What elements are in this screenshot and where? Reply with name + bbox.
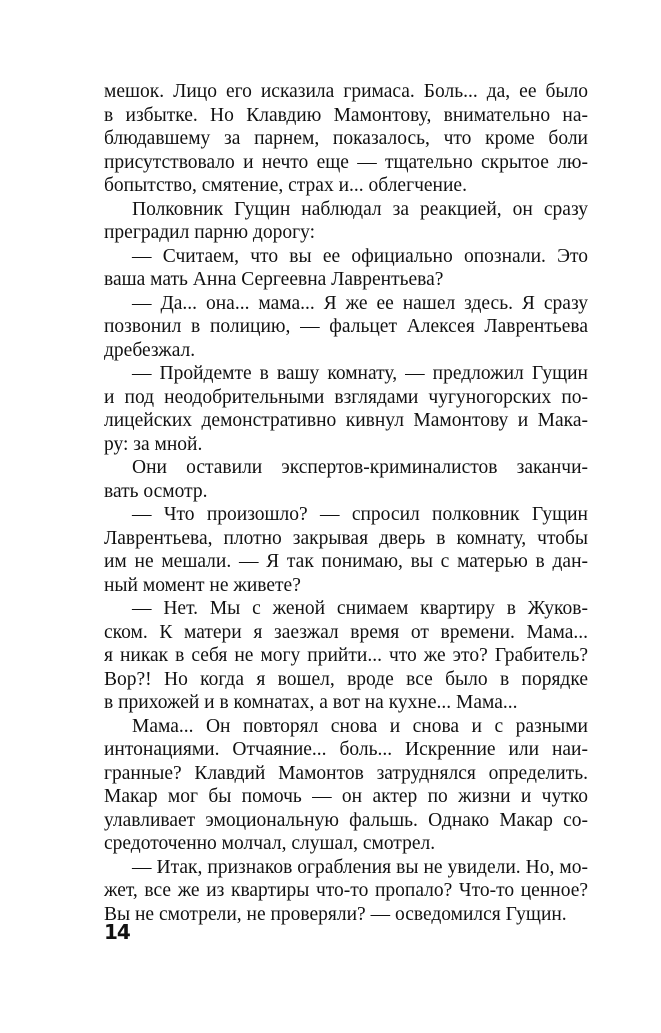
text-line: — Считаем, что вы ее официально опознали. Это [132, 245, 588, 267]
text-line: — Итак, признаков ограбления вы не увидели. Но, мо- [132, 856, 588, 878]
text-line: в прихожей и в комнатах, а вот на кухне... Мама... [104, 692, 518, 713]
text-line: — Что произошло? — спросил полковник Гущин [132, 504, 588, 525]
text-line: преградил парню дорогу: [104, 222, 316, 243]
text-line: ваша мать Анна Сергеевна Лаврентьева? [104, 269, 444, 290]
text-line: — Пройдемте в вашу комнату, — предложил Гущин [132, 363, 588, 384]
text-line: Вы не смотрели, не проверяли? — осведомился Гущин. [104, 903, 567, 925]
text-line: Мама... Он повторял снова и снова и с разными [132, 715, 588, 737]
text-line: им не мешали. — Я так понимаю, вы с матерью в дан- [104, 551, 588, 572]
page-number: 14 [104, 920, 130, 944]
text-line: Лаврентьева, плотно закрывая дверь в комнату, чтобы [104, 527, 588, 549]
text-line: вать осмотр. [104, 480, 208, 502]
text-line: интонациями. Отчаяние... боль... Искренние или наи- [104, 739, 588, 760]
text-line: в избытке. Но Клавдию Мамонтову, внимательно на- [104, 104, 588, 126]
text-line: — Да... она... мама... Я же ее нашел здесь. Я сразу [132, 292, 588, 314]
text-line: ском. К матери я заезжал время от времени. Мама... [104, 621, 588, 643]
text-line: Они оставили экспертов-криминалистов заканчи- [132, 457, 588, 478]
text-line: гранные? Клавдий Мамонтов затруднялся определить. [104, 762, 588, 784]
text-line: и под неодобрительными взглядами чугуногорских по- [104, 386, 588, 408]
text-line: средоточенно молчал, слушал, смотрел. [104, 833, 436, 854]
text-line: ру: за мной. [104, 433, 203, 455]
text-line: мешок. Лицо его исказила гримаса. Боль... да, ее было [104, 81, 588, 102]
text-line: жет, все же из квартиры что-то пропало? Что-то ценное? [104, 880, 588, 901]
text-line: бопытство, смятение, страх и... облегчение. [104, 175, 467, 196]
text-line: Полковник Гущин наблюдал за реакцией, он сразу [132, 198, 588, 220]
text-line: присутствовало и нечто еще — тщательно скрытое лю- [104, 151, 588, 173]
page-text-block [104, 80, 588, 926]
text-line: лицейских демонстративно кивнул Мамонтову и Мака- [104, 410, 588, 431]
text-line: дребезжал. [104, 339, 196, 361]
text-line: — Нет. Мы с женой снимаем квартиру в Жуков- [132, 598, 588, 619]
text-line: я никак в себя не могу прийти... что же это? Грабитель? [104, 645, 588, 666]
text-line: блюдавшему за парнем, показалось, что кроме боли [104, 128, 588, 149]
text-line: ный момент не живете? [104, 574, 301, 596]
text-line: Макар мог бы помочь — он актер по жизни и чутко [104, 786, 588, 807]
text-line: позвонил в полицию, — фальцет Алексея Лаврентьева [104, 316, 588, 337]
text-line: Вор?! Но когда я вошел, вроде все было в порядке [104, 668, 588, 690]
text-line: улавливает эмоциональную фальшь. Однако Макар со- [104, 809, 588, 831]
